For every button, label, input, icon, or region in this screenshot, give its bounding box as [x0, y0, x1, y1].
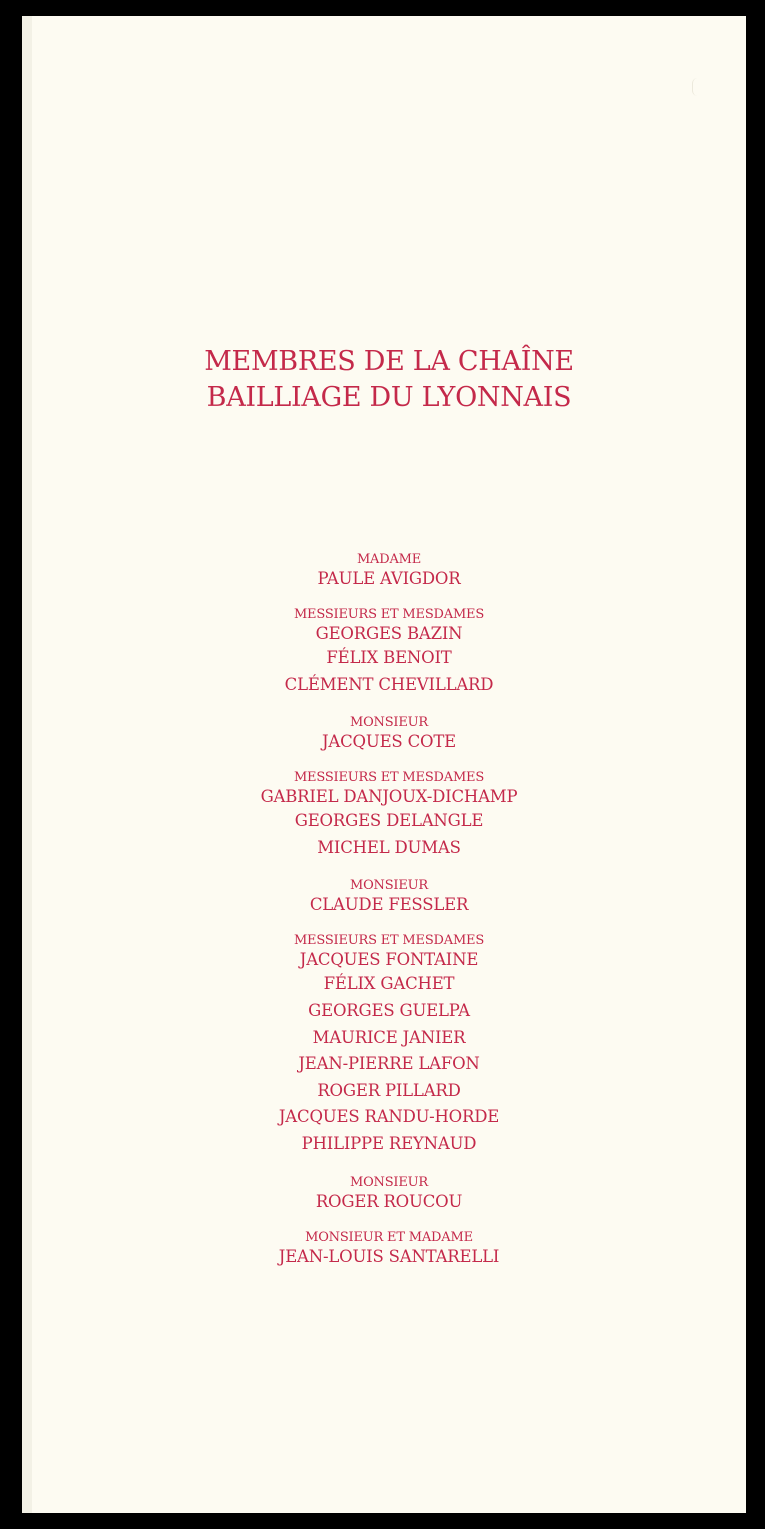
- member-group: [32, 715, 746, 753]
- member-name: JACQUES FONTAINE: [299, 950, 479, 970]
- member-group: [32, 1175, 746, 1213]
- member-name: CLÉMENT CHEVILLARD: [284, 674, 494, 694]
- member-name: ROGER PILLARD: [317, 1080, 461, 1100]
- member-group: [32, 1230, 746, 1268]
- member-name: JEAN-PIERRE LAFON: [298, 1054, 480, 1074]
- group-salutation: MESSIEURS ET MESDAMES: [293, 770, 485, 786]
- member-name: ROGER ROUCOU: [315, 1191, 463, 1211]
- group-salutation: MONSIEUR ET MADAME: [305, 1229, 473, 1245]
- member-name: JACQUES RANDU-HORDE: [278, 1107, 500, 1127]
- title-line-2: BAILLIAGE DU LYONNAIS: [206, 382, 572, 413]
- member-group: [32, 770, 746, 861]
- group-salutation: MESSIEURS ET MESDAMES: [293, 933, 485, 949]
- paper-mark: [692, 78, 703, 96]
- member-name: FÉLIX GACHET: [323, 974, 455, 994]
- member-group: [32, 933, 746, 1157]
- member-name: MICHEL DUMAS: [317, 837, 461, 857]
- menu-card-page: [22, 16, 746, 1513]
- member-group: [32, 552, 746, 590]
- member-group: [32, 607, 746, 698]
- member-name: GABRIEL DANJOUX-DICHAMP: [260, 787, 518, 807]
- title-line-1: MEMBRES DE LA CHAÎNE: [204, 346, 574, 377]
- group-salutation: MESSIEURS ET MESDAMES: [293, 607, 485, 622]
- member-name: MAURICE JANIER: [312, 1027, 466, 1047]
- member-name: JACQUES COTE: [322, 732, 456, 752]
- member-list: [32, 552, 746, 1268]
- member-name: CLAUDE FESSLER: [309, 895, 469, 915]
- group-salutation: MONSIEUR: [349, 715, 429, 731]
- member-name: GEORGES DELANGLE: [294, 811, 484, 831]
- group-salutation: MONSIEUR: [349, 1174, 429, 1190]
- member-name: PAULE AVIGDOR: [317, 569, 461, 588]
- member-name: GEORGES BAZIN: [315, 624, 463, 643]
- member-name: PHILIPPE REYNAUD: [301, 1133, 477, 1153]
- group-salutation: MADAME: [356, 552, 422, 567]
- group-salutation: MONSIEUR: [349, 878, 429, 894]
- member-group: [32, 878, 746, 916]
- member-name: JEAN-LOUIS SANTARELLI: [278, 1246, 500, 1266]
- card-title: [32, 344, 746, 416]
- member-name: GEORGES GUELPA: [308, 1000, 470, 1020]
- member-name: FÉLIX BENOIT: [326, 648, 452, 667]
